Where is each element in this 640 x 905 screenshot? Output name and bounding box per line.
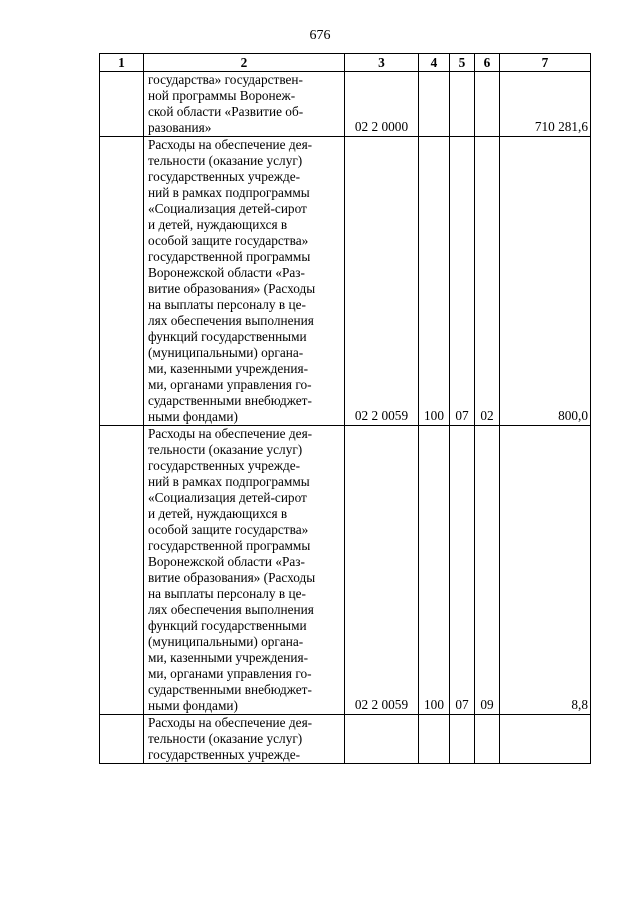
description-line: (муниципальными) органа-: [148, 634, 304, 649]
description-line: сударственными внебюджет-: [148, 393, 312, 408]
expense-type-cell: [419, 715, 450, 764]
description-line: функций государственными: [148, 618, 307, 633]
description-line: Расходы на обеспечение дея-: [148, 137, 313, 152]
target-code-cell: 02 2 0059: [345, 426, 419, 715]
description-line: Расходы на обеспечение дея-: [148, 715, 313, 730]
description-line: и детей, нуждающихся в: [148, 506, 288, 521]
description-line: и детей, нуждающихся в: [148, 217, 288, 232]
section-cell: 07: [450, 426, 475, 715]
row-number-cell: [100, 715, 144, 764]
description-line: особой защите государства»: [148, 522, 309, 537]
description-line: ными фондами): [148, 698, 238, 713]
subsection-cell: [475, 715, 500, 764]
description-line: особой защите государства»: [148, 233, 309, 248]
section-cell: [450, 72, 475, 137]
description-line: Воронежской области «Раз-: [148, 265, 305, 280]
description-line: Воронежской области «Раз-: [148, 554, 305, 569]
amount-cell: 8,8: [500, 426, 591, 715]
column-header: 6: [475, 54, 500, 72]
description-line: ний в рамках подпрограммы: [148, 474, 310, 489]
description-line: ми, органами управления го-: [148, 666, 312, 681]
description-cell: [144, 137, 345, 426]
description-line: на выплаты персоналу в це-: [148, 297, 306, 312]
description-line: Расходы на обеспечение дея-: [148, 426, 313, 441]
target-code-cell: 02 2 0059: [345, 137, 419, 426]
description-line: ными фондами): [148, 409, 238, 424]
column-header: 7: [500, 54, 591, 72]
description-line: ной программы Воронеж-: [148, 88, 296, 103]
description-line: лях обеспечения выполнения: [148, 602, 314, 617]
description-line: ми, казенными учреждения-: [148, 361, 309, 376]
expense-type-cell: 100: [419, 137, 450, 426]
description-line: ми, органами управления го-: [148, 377, 312, 392]
column-header: 1: [100, 54, 144, 72]
description-line: витие образования» (Расходы: [148, 281, 316, 296]
description-line: лях обеспечения выполнения: [148, 313, 314, 328]
description-cell: [144, 715, 345, 764]
description-line: «Социализация детей-сирот: [148, 201, 307, 216]
expense-type-cell: 100: [419, 426, 450, 715]
amount-cell: [500, 715, 591, 764]
description-line: государственных учрежде-: [148, 458, 301, 473]
description-line: на выплаты персоналу в це-: [148, 586, 306, 601]
budget-table: [99, 53, 591, 764]
expense-type-cell: [419, 72, 450, 137]
description-line: (муниципальными) органа-: [148, 345, 304, 360]
row-number-cell: [100, 137, 144, 426]
row-number-cell: [100, 426, 144, 715]
section-cell: [450, 715, 475, 764]
table-row: [100, 72, 591, 137]
description-line: тельности (оказание услуг): [148, 731, 303, 746]
table-row: [100, 426, 591, 715]
row-number-cell: [100, 72, 144, 137]
column-header: 2: [144, 54, 345, 72]
target-code-cell: [345, 715, 419, 764]
description-line: тельности (оказание услуг): [148, 153, 303, 168]
description-cell: [144, 72, 345, 137]
column-header: 4: [419, 54, 450, 72]
subsection-cell: 02: [475, 137, 500, 426]
description-line: государства» государствен-: [148, 72, 303, 87]
description-line: государственных учрежде-: [148, 169, 301, 184]
description-line: государственной программы: [148, 249, 311, 264]
target-code-cell: 02 2 0000: [345, 72, 419, 137]
description-line: сударственными внебюджет-: [148, 682, 312, 697]
description-line: ской области «Развитие об-: [148, 104, 304, 119]
subsection-cell: [475, 72, 500, 137]
amount-cell: 800,0: [500, 137, 591, 426]
section-cell: 07: [450, 137, 475, 426]
description-line: витие образования» (Расходы: [148, 570, 316, 585]
table-header-row: [100, 54, 591, 72]
column-header: 3: [345, 54, 419, 72]
description-line: ми, казенными учреждения-: [148, 650, 309, 665]
description-line: функций государственными: [148, 329, 307, 344]
description-line: разования»: [148, 120, 212, 135]
description-line: государственных учрежде-: [148, 747, 301, 762]
amount-cell: 710 281,6: [500, 72, 591, 137]
table-row: [100, 715, 591, 764]
description-line: «Социализация детей-сирот: [148, 490, 307, 505]
description-cell: [144, 426, 345, 715]
description-line: ний в рамках подпрограммы: [148, 185, 310, 200]
column-header: 5: [450, 54, 475, 72]
table-row: [100, 137, 591, 426]
description-line: тельности (оказание услуг): [148, 442, 303, 457]
description-line: государственной программы: [148, 538, 311, 553]
subsection-cell: 09: [475, 426, 500, 715]
page-number: 676: [309, 28, 331, 43]
